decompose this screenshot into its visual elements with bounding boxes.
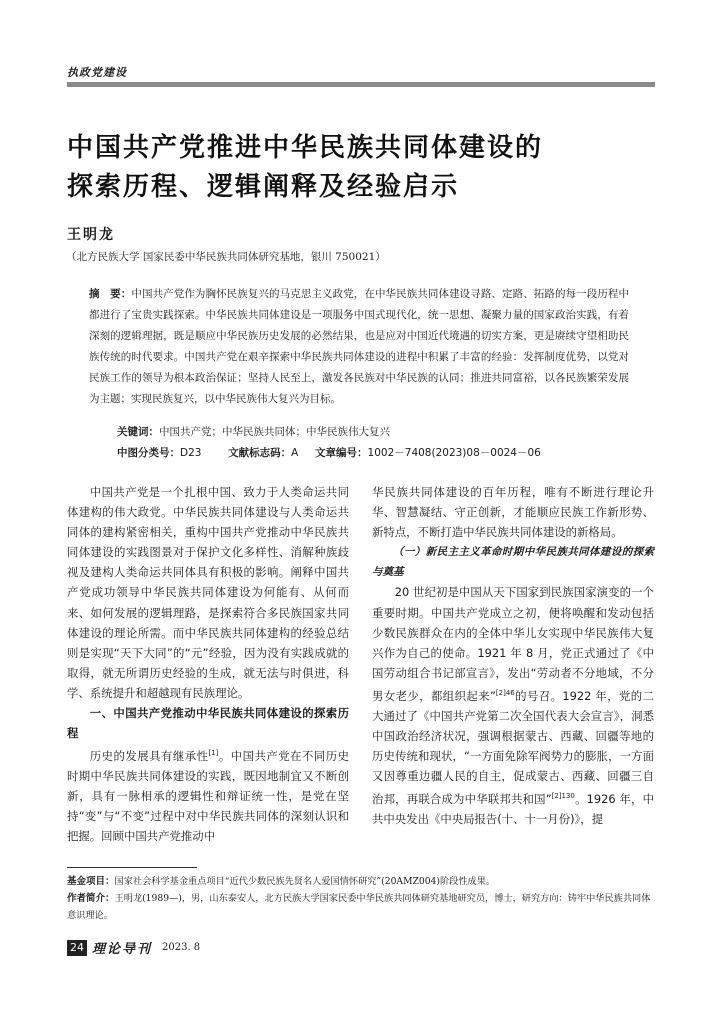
paragraph: 历史的发展具有继承性[1]。中国共产党在不同历史时期中华民族共同体建设的实践，既因地制宜又不断创新，具有一脉相承的逻辑性和辩证统一性，是党在坚持“变”与“不变”过程中对中华民族共同体的深刻认识和把握。回顾中国共产党推动中 (67, 749, 349, 844)
clc-label: 中图分类号： (117, 447, 180, 459)
abstract-label: 摘 要： (89, 288, 132, 300)
title-line-1: 中国共产党推进中华民族共同体建设的 (67, 133, 544, 163)
section-label: 执政党建设 (67, 66, 127, 79)
header-rule (67, 82, 655, 87)
fund-note: 基金项目：国家社会科学基金重点项目“近代少数民族先贤名人爱国情怀研究”(20AMZ004)阶段性成果。 (67, 876, 496, 887)
article-number-label: 文章编号： (315, 447, 368, 459)
author-note: 作者简介：王明龙(1989—)，男，山东泰安人，北方民族大学国家民委中华民族共同体研究基地研究员，博士，研究方向：铸牢中华民族共同体意识理论。 (67, 893, 651, 921)
abstract-text: 中国共产党作为胸怀民族复兴的马克思主义政党，在中华民族共同体建设寻路、定路、拓路的每一段历程中都进行了宝贵实践探索。中华民族共同体建设是一项服务中国式现代化，统一思想、凝聚力量的国家政治实践，有着深刻的逻辑理据，既是顺应中华民族历史发展的必然结果，也是应对中国近代境遇的切实方案，更是赓续守望相助民族传统的时代要求。中国共产党在艰辛探索中华民族共同体建设的进程中积累了丰富的经验：发挥制度优势，以党对民族工作的领导为根本政治保证；坚持人民至上，激发各民族对中华民族的认同；推进共同富裕，以各民族繁荣发展为主题；实现民族复兴，以中华民族伟大复兴为目标。 (89, 288, 630, 405)
citation: [1] (208, 749, 219, 758)
journal-issue: 2023. 8 (162, 942, 201, 953)
paragraph: 中国共产党是一个扎根中国、致力于人类命运共同体建构的伟大政党。中华民族共同体建设与人类命运共同体的建构紧密相关，重构中国共产党推动中华民族共同体建设的实践图景对于保护文化多样性、消解种族歧视及建构人类命运共同体具有积极的影响。阐释中国共产党成功领导中华民族共同体建设为何能有、从何而来、如何发展的逻辑理路，是探索符合多民族国家共同体建设的理论所需。而中华民族共同体建构的经验总结则是实现“天下大同”的“元”经验，因为没有实践成就的取得，就无所谓历史经验的生成，就无法与时俱进，科学、系统提升和超越现有民族理论。 (67, 485, 349, 700)
doc-code-label: 文献标志码： (228, 447, 292, 459)
abstract (89, 284, 629, 410)
section-heading-1: 一、中国共产党推动中华民族共同体建设的探索历程 (67, 706, 349, 741)
footnotes (67, 873, 655, 924)
keywords (117, 424, 390, 439)
doc-code-value: A (291, 447, 299, 459)
article-number-value: 1002－7408(2023)08－0024－06 (367, 447, 541, 459)
paragraph: 20 世纪初是中国从天下国家到民族国家演变的一个重要时期。中国共产党成立之初，便将唤醒和发动包括少数民族群众在内的全体中华儿女实现中华民族伟大复兴作为自己的使命。1921 年 8 月，党正式通过了《中国劳动组合书记部宣言》，发出“劳动者不分地域，不分男女老少，都组织起来”$^{[2]46}$的号召。1922 年，党的二大通过了《中国共产党第二次全国代表大会宣言》，洞悉中国政治经济状况，强调根据蒙古、西藏、回疆等地的历史传统和现状，“一方面免除军阀势力的膨胀，一方面又因尊重边疆人民的自主，促成蒙古、西藏、回疆三自治邦，再联合成为中华联邦共和国”$^{[2]130}$。1926 年，中共中央发出《中央局报告(十、十一月份)》，提 (372, 585, 655, 827)
page-number: 24 (67, 940, 87, 956)
keywords-text: 中国共产党；中华民族共同体；中华民族伟大复兴 (159, 426, 390, 438)
citation: [2]130 (551, 792, 575, 801)
body-column-left (67, 482, 349, 846)
subsection-heading: （一）新民主主义革命时期中华民族共同体建设的探索与奠基 (372, 546, 654, 579)
author-affiliation: （北方民族大学 国家民委中华民族共同体研究基地，银川 750021） (66, 251, 386, 263)
footnote-rule (67, 867, 197, 868)
clc-value: D23 (180, 447, 202, 459)
citation: [2]46 (495, 688, 515, 697)
keywords-label: 关键词： (117, 426, 159, 438)
title-line-2: 探索历程、逻辑阐释及经验启示 (67, 172, 460, 202)
article-title (67, 129, 667, 207)
paragraph: 华民族共同体建设的百年历程，唯有不断进行理论升华、智慧凝结、守正创新，才能顺应民族工作新形势、新特点，不断打造中华民族共同体建设的新格局。 (372, 485, 654, 540)
classification-line (117, 445, 541, 460)
author-name: 王明龙 (67, 227, 115, 243)
journal-name: 理论导刊 (92, 942, 153, 957)
body-column-right (372, 482, 654, 829)
